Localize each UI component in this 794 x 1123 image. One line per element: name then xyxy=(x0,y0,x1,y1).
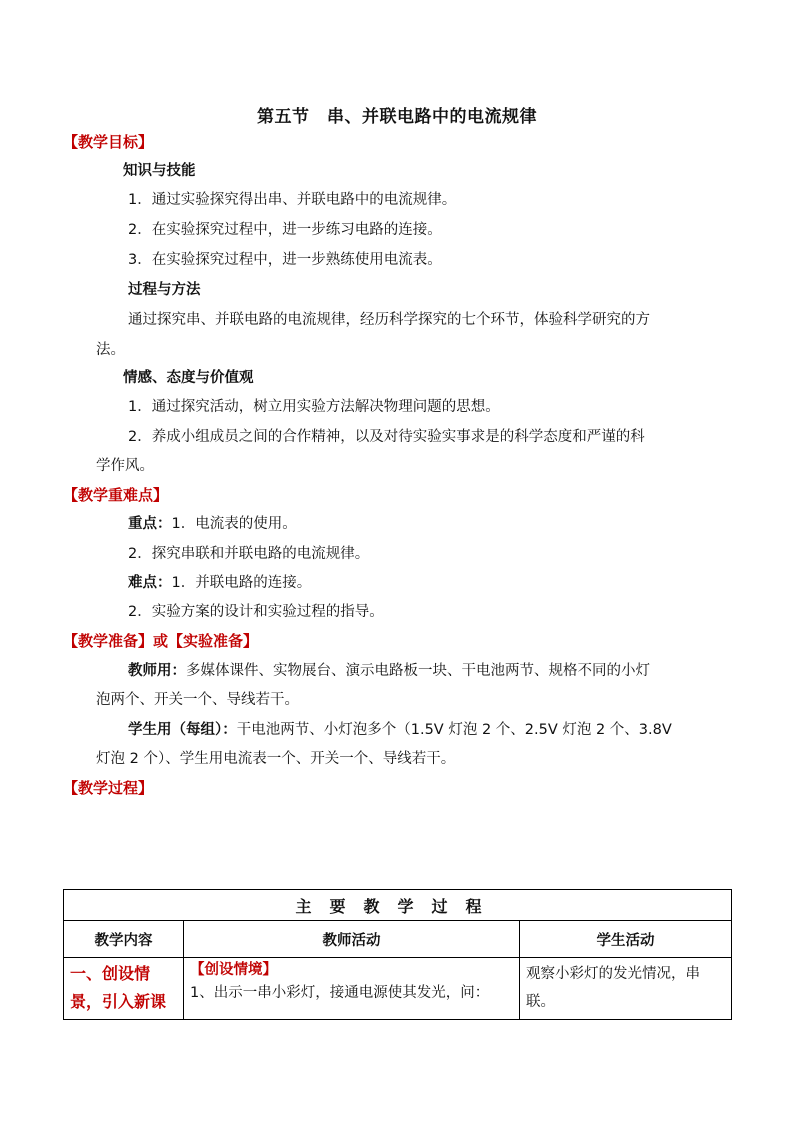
table-header-row xyxy=(64,921,732,958)
prep-header xyxy=(63,631,258,651)
student-text-2: 灯泡 2 个）、学生用电流表一个、开关一个、导线若干。 xyxy=(96,751,456,767)
table-caption: 主要教学过程 xyxy=(64,890,732,921)
knowledge-title: 知识与技能 xyxy=(123,163,196,179)
page-title: 第五节 串、并联电路中的电流规律 xyxy=(257,107,537,127)
teacher-text-1: 多媒体课件、实物展台、演示电路板一块、干电池两节、规格不同的小灯 xyxy=(186,663,650,679)
prep-header-experiment: 【实验准备】 xyxy=(168,632,259,650)
key-header: 【教学重难点】 xyxy=(63,486,169,504)
student-label: 学生用（每组）： xyxy=(128,722,237,738)
header-student: 学生活动 xyxy=(520,921,732,958)
teacher-text: 1、出示一串小彩灯，接通电源使其发光，问： xyxy=(190,985,490,1001)
header-content: 教学内容 xyxy=(64,921,184,958)
key-line-1 xyxy=(128,514,297,534)
teacher-tag: 【创设情境】 xyxy=(190,962,277,978)
teacher-line-1 xyxy=(128,661,650,681)
emotion-title: 情感、态度与价值观 xyxy=(123,370,254,386)
knowledge-item-1: 1．通过实验探究得出串、并联电路中的电流规律。 xyxy=(128,192,457,208)
prep-header-teaching: 【教学准备】 xyxy=(63,632,154,650)
emotion-item-2b: 学作风。 xyxy=(96,458,154,474)
process-title: 过程与方法 xyxy=(128,282,201,298)
knowledge-item-3: 3．在实验探究过程中，进一步熟练使用电流表。 xyxy=(128,252,442,268)
key-label: 重点： xyxy=(128,516,172,532)
teacher-text-2: 泡两个、开关一个、导线若干。 xyxy=(96,692,299,708)
table-row xyxy=(64,958,732,1020)
knowledge-item-2: 2．在实验探究过程中，进一步练习电路的连接。 xyxy=(128,222,442,238)
header-teacher: 教师活动 xyxy=(184,921,520,958)
prep-header-or: 或 xyxy=(153,632,169,650)
goals-header: 【教学目标】 xyxy=(63,133,154,151)
row-content: 一、创设情景，引入新课 xyxy=(64,958,184,1020)
process-header: 【教学过程】 xyxy=(63,779,154,797)
key-item-2: 2．探究串联和并联电路的电流规律。 xyxy=(128,546,370,562)
difficult-label: 难点： xyxy=(128,575,172,591)
row-teacher xyxy=(184,958,520,1020)
table-caption-row xyxy=(64,890,732,921)
process-table xyxy=(63,889,732,1020)
key-item-1: 1．电流表的使用。 xyxy=(171,516,297,532)
process-text-1: 通过探究串、并联电路的电流规律，经历科学探究的七个环节，体验科学研究的方 xyxy=(128,312,650,328)
emotion-item-1: 1．通过探究活动，树立用实验方法解决物理问题的思想。 xyxy=(128,399,500,415)
difficult-item-1: 1．并联电路的连接。 xyxy=(171,575,312,591)
teacher-label: 教师用： xyxy=(128,663,186,679)
student-line-1 xyxy=(128,720,672,740)
student-text-1: 干电池两节、小灯泡多个（1.5V 灯泡 2 个、2.5V 灯泡 2 个、3.8V xyxy=(236,722,672,738)
row-student: 观察小彩灯的发光情况，串联。 xyxy=(520,958,732,1020)
emotion-item-2a: 2．养成小组成员之间的合作精神，以及对待实验实事求是的科学态度和严谨的科 xyxy=(128,429,645,445)
difficult-line-1 xyxy=(128,573,311,593)
process-text-2: 法。 xyxy=(96,342,125,358)
difficult-item-2: 2．实验方案的设计和实验过程的指导。 xyxy=(128,604,384,620)
